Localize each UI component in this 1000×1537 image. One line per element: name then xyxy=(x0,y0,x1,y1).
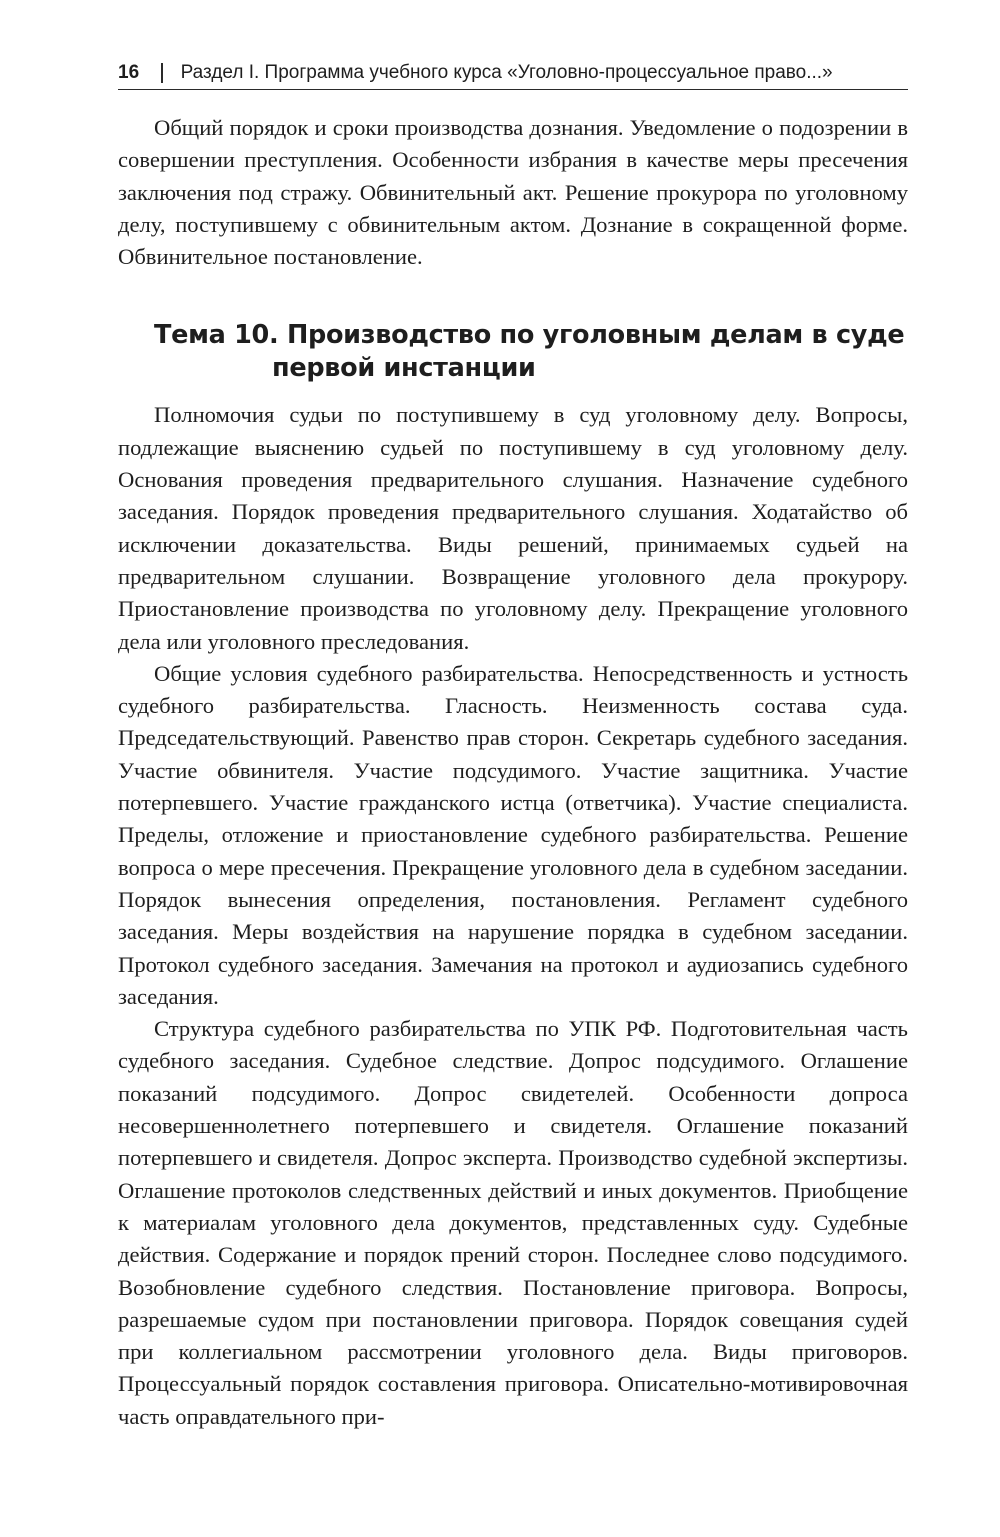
paragraph-1: Полномочия судьи по поступившему в суд уголовному делу. Вопросы, подлежащие выяснению судьей по поступившему в суд уголовному делу. Основания проведения предварительного слушания. Назначение судебного заседания. Порядок проведения предварительного слушания. Ходатайство об исключении доказательства. Виды решений, принимаемых судьей на предварительном слушании. Возвращение уголовного дела прокурору. Приостановление производства по уголовному делу. Прекращение уголовного дела или уголовного преследования. xyxy=(118,402,908,654)
intro-paragraph: Общий порядок и сроки производства дознания. Уведомление о подозрении в совершении преступления. Особенности избрания в качестве меры пресечения заключения под стражу. Обвинительный акт. Решение прокурора по уголовному делу, поступившему с обвинительным актом. Дознание в сокращенной форме. Обвинительное постановление. xyxy=(118,115,908,270)
book-page xyxy=(118,60,908,1433)
paragraph-3: Структура судебного разбирательства по УПК РФ. Подготовительная часть судебного заседания. Судебное следствие. Допрос подсудимого. Оглашение показаний подсудимого. Допрос свидетелей. Особенности допроса несовершеннолетнего потерпевшего и свидетеля. Оглашение показаний потерпевшего и свидетеля. Допрос эксперта. Производство судебной экспертизы. Оглашение протоколов следственных действий и иных документов. Приобщение к материалам уголовного дела документов, представленных суду. Судебные действия. Содержание и порядок прений сторон. Последнее слово подсудимого. Возобновление судебного следствия. Постановление приговора. Вопросы, разрешаемые судом при постановлении приговора. Порядок совещания судей при коллегиальном рассмотрении уголовного дела. Виды приговоров. Процессуальный порядок составления приговора. Описательно-мотивировочная часть оправдательного при- xyxy=(118,1016,908,1429)
page-number: 16 xyxy=(118,62,140,83)
header-separator xyxy=(161,63,163,83)
topic-heading xyxy=(154,319,908,385)
running-title: Раздел I. Программа учебного курса «Уголовно-процессуальное право...» xyxy=(180,62,833,83)
topic-title-line-2: первой инстанции xyxy=(272,353,536,384)
topic-title-line-1: Тема 10. Производство по уголовным делам в суде xyxy=(154,320,905,351)
paragraph-2: Общие условия судебного разбирательства. Непосредственность и устность судебного разбирательства. Гласность. Неизменность состава суда. Председательствующий. Равенство прав сторон. Секретарь судебного заседания. Участие обвинителя. Участие подсудимого. Участие защитника. Участие потерпевшего. Участие гражданского истца (ответчика). Участие специалиста. Пределы, отложение и приостановление судебного разбирательства. Решение вопроса о мере пресечения. Прекращение уголовного дела в судебном заседании. Порядок вынесения определения, постановления. Регламент судебного заседания. Меры воздействия на нарушение порядка в судебном заседании. Протокол судебного заседания. Замечания на протокол и аудиозапись судебного заседания. xyxy=(118,660,908,1009)
running-header xyxy=(118,60,908,90)
